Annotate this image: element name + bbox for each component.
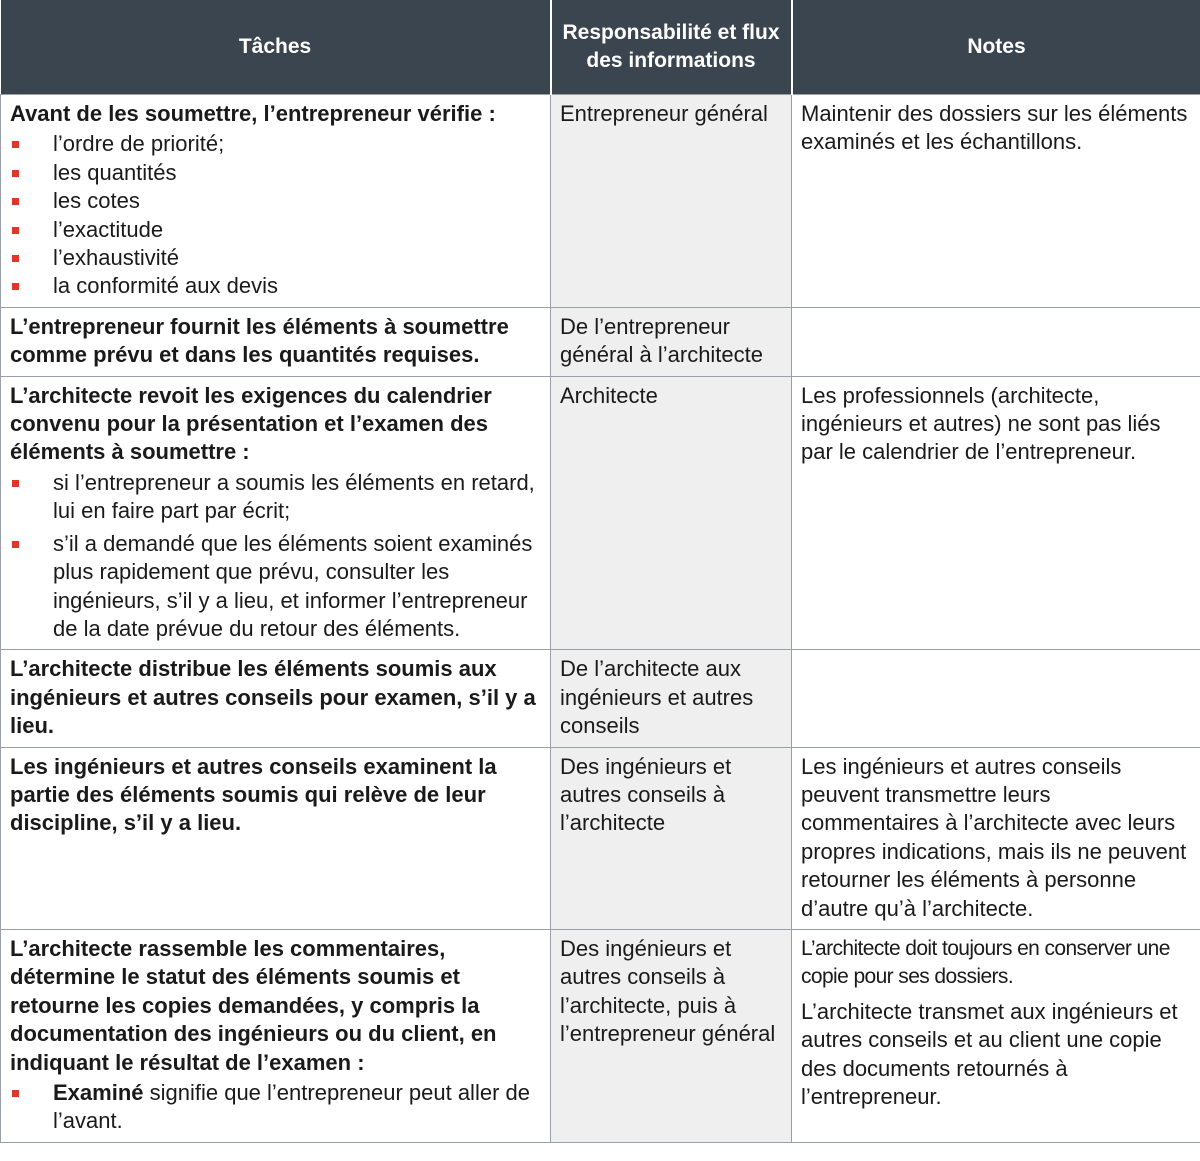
bullet-item: l’exhaustivité — [10, 244, 541, 272]
table-row — [1, 95, 1200, 308]
table-row — [1, 376, 1200, 650]
bullet-item: l’ordre de priorité; — [10, 130, 541, 158]
task-cell — [1, 376, 551, 650]
responsibility-cell: Architecte — [551, 376, 792, 650]
task-text: L’entrepreneur fournit les éléments à soumettre comme prévu et dans les quantités requises. — [10, 313, 509, 368]
task-cell — [1, 307, 551, 376]
bullet-list — [10, 1079, 541, 1136]
task-cell — [1, 95, 551, 308]
note-text: L’architecte transmet aux ingénieurs et autres conseils et au client une copie des documents retournés à l’entrepreneur. — [801, 998, 1178, 1109]
table-row — [1, 747, 1200, 929]
table-row — [1, 307, 1200, 376]
bullet-rest: signifie que l’entrepreneur peut aller de l’avant. — [53, 1080, 530, 1134]
notes-cell — [792, 95, 1200, 308]
task-text: L’architecte revoit les exigences du calendrier convenu pour la présentation et l’examen des éléments à soumettre : — [10, 382, 492, 465]
task-text: Les ingénieurs et autres conseils examinent la partie des éléments soumis qui relève de leur discipline, s’il y a lieu. — [10, 753, 497, 836]
bullet-list — [10, 130, 541, 300]
bullet-item — [10, 1079, 541, 1136]
responsibility-cell: De l’architecte aux ingénieurs et autres conseils — [551, 650, 792, 747]
responsibility-cell: Des ingénieurs et autres conseils à l’architecte, puis à l’entrepreneur général — [551, 929, 792, 1142]
bullet-term: Examiné — [53, 1080, 144, 1105]
notes-cell — [792, 307, 1200, 376]
note-text: Les professionnels (architecte, ingénieurs et autres) ne sont pas liés par le calendrier de l’entrepreneur. — [801, 382, 1161, 465]
task-cell — [1, 650, 551, 747]
header-responsibility: Responsabilité et flux des informations — [551, 0, 792, 95]
responsibility-cell: Des ingénieurs et autres conseils à l’architecte — [551, 747, 792, 929]
task-text: L’architecte rassemble les commentaires, détermine le statut des éléments soumis et retourne les copies demandées, y compris la documentation des ingénieurs ou du client, en indiquant le résultat de l’examen : — [10, 935, 497, 1075]
notes-cell — [792, 650, 1200, 747]
table-row — [1, 650, 1200, 747]
bullet-item: l’exactitude — [10, 216, 541, 244]
header-notes: Notes — [792, 0, 1200, 95]
bullet-item: les quantités — [10, 159, 541, 187]
header-row — [1, 0, 1200, 95]
bullet-list — [10, 469, 541, 643]
notes-cell — [792, 376, 1200, 650]
notes-cell — [792, 929, 1200, 1142]
table-row — [1, 929, 1200, 1142]
responsibility-cell: De l’entrepreneur général à l’architecte — [551, 307, 792, 376]
task-cell — [1, 747, 551, 929]
bullet-item: s’il a demandé que les éléments soient examinés plus rapidement que prévu, consulter les ingénieurs, s’il y a lieu, et informer l’entrepreneur de la date prévue du retour des éléments. — [10, 530, 541, 644]
bullet-item: la conformité aux devis — [10, 272, 541, 300]
responsibility-cell: Entrepreneur général — [551, 95, 792, 308]
task-cell — [1, 929, 551, 1142]
header-tasks: Tâches — [1, 0, 551, 95]
note-text: Les ingénieurs et autres conseils peuvent transmettre leurs commentaires à l’architecte avec leurs propres indications, mais ils ne peuvent retourner les éléments à personne d’autre qu’à l’architecte. — [801, 753, 1187, 921]
task-text: Avant de les soumettre, l’entrepreneur vérifie : — [10, 101, 496, 126]
bullet-item: si l’entrepreneur a soumis les éléments en retard, lui en faire part par écrit; — [10, 469, 541, 526]
notes-cell — [792, 747, 1200, 929]
note-text: L’architecte doit toujours en conserver une copie pour ses dossiers. — [801, 936, 1170, 989]
bullet-item: les cotes — [10, 187, 541, 215]
task-text: L’architecte distribue les éléments soumis aux ingénieurs et autres conseils pour examen, s’il y a lieu. — [10, 656, 536, 739]
note-text: Maintenir des dossiers sur les éléments examinés et les échantillons. — [801, 101, 1188, 155]
